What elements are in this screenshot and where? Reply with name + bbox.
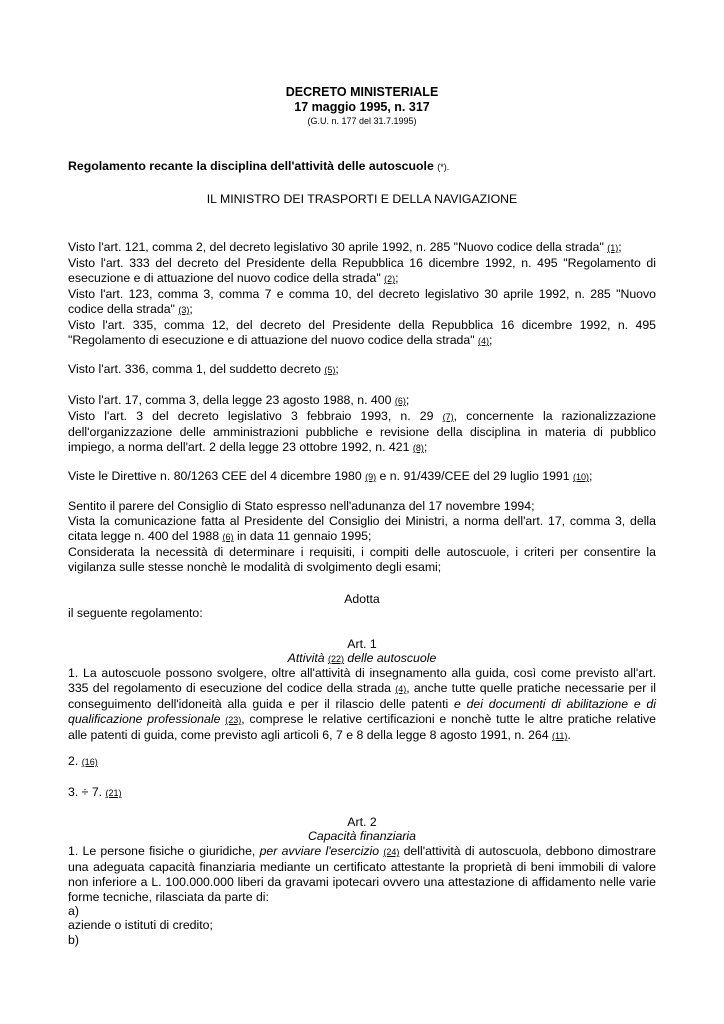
- footnote-link[interactable]: (8): [412, 443, 424, 453]
- list-item-b-marker: b): [68, 933, 79, 947]
- premise-item: Vista la comunicazione fatta al Presidente del Consiglio dei Ministri, a norma dell'art. 17, comma 3, della citata legge n. 400 del 1988 (6) in data 11 gennaio 1995;: [68, 514, 656, 543]
- article-2-title: Capacità finanziaria: [307, 829, 416, 843]
- subject-note: (*).: [437, 162, 450, 172]
- article-1-title: Attività (22) delle autoscuole: [287, 651, 437, 665]
- premise-item: Visto l'art. 336, comma 1, del suddetto decreto (5);: [68, 362, 339, 376]
- premise-item: Visto l'art. 123, comma 3, comma 7 e comma 10, del decreto legislativo 30 aprile 1992, n. 285 "Nuovo codice della strada" (3);: [68, 287, 656, 316]
- list-item-a-text: aziende o istituti di credito;: [68, 918, 213, 932]
- footnote-link[interactable]: (1): [607, 243, 619, 253]
- footnote-link[interactable]: (2): [384, 274, 396, 284]
- article-1-paragraph-2: 2. (16): [68, 754, 98, 768]
- footnote-link[interactable]: (24): [383, 847, 400, 857]
- adopts-heading: Adotta: [344, 592, 380, 606]
- gazette-reference: (G.U. n. 177 del 31.7.1995): [307, 116, 417, 126]
- premise-item: Visto l'art. 333 del decreto del Presidente della Repubblica 16 dicembre 1992, n. 495 "Regolamento di esecuzione e di attuazione del nuovo codice della strada" (2);: [68, 256, 656, 285]
- premises-group-1: [68, 240, 656, 349]
- premise-item: Visto l'art. 121, comma 2, del decreto legislativo 30 aprile 1992, n. 285 "Nuovo codice della strada" (1);: [68, 240, 622, 254]
- premises-group-3: [68, 499, 656, 575]
- article-2-number: Art. 2: [347, 815, 377, 829]
- footnote-link[interactable]: (11): [552, 731, 568, 741]
- article-1-paragraph-1: 1. La autoscuole possono svolgere, oltre all'attività di insegnamento alla guida, così come previsto all'art. 335 del regolamento di esecuzione del codice della strada (4), anche tutte quelle pratiche necessarie per il conseguimento dell'idoneità alla guida e per il rilascio delle patenti e dei documenti di abilitazione e di qualificazione professionale (23), comprese le relative certificazioni e nonchè tutte le altre pratiche relative alle patenti di guida, come previsto agli articoli 6, 7 e 8 della legge 8 agosto 1991, n. 264 (11).: [68, 666, 656, 742]
- footnote-link[interactable]: (4): [395, 684, 407, 694]
- subject-line: [68, 159, 656, 175]
- footnote-link[interactable]: (4): [478, 336, 490, 346]
- premises-group-2: [68, 393, 656, 456]
- article-1-paragraph-3-7: 3. ÷ 7. (21): [68, 785, 122, 799]
- decree-title: DECRETO MINISTERIALE: [285, 85, 439, 99]
- footnote-link[interactable]: (3): [178, 305, 190, 315]
- footnote-link[interactable]: (5): [324, 365, 336, 375]
- premise-item: Considerata la necessità di determinare i requisiti, i compiti delle autoscuole, i criteri per consentire la vigilanza sulle stesse nonchè le modalità di svolgimento degli esami;: [68, 545, 656, 574]
- article-1-number: Art. 1: [347, 637, 377, 651]
- minister-heading: IL MINISTRO DEI TRASPORTI E DELLA NAVIGAZIONE: [206, 192, 518, 206]
- premise-item: Viste le Direttive n. 80/1263 CEE del 4 dicembre 1980 (9) e n. 91/439/CEE del 29 luglio 1991 (10);: [68, 469, 593, 483]
- article-2-paragraph-1: 1. Le persone fisiche o giuridiche, per avviare l'esercizio (24) dell'attività di autoscuola, debbono dimostrare una adeguata capacità finanziaria mediante un certificato attestante la proprietà di beni immobili di valore non inferiore a L. 100.000.000 liberi da gravami ipotecari ovvero una attestazione di affidamento nelle varie forme tecniche, rilasciata da parte di:: [68, 844, 657, 904]
- footnote-link[interactable]: (16): [81, 757, 98, 767]
- regulation-intro: il seguente regolamento:: [68, 606, 203, 620]
- premise-item: Sentito il parere del Consiglio di Stato espresso nell'adunanza del 17 novembre 1994;: [68, 499, 535, 513]
- premise-item: Visto l'art. 3 del decreto legislativo 3 febbraio 1993, n. 29 (7), concernente la razionalizzazione dell'organizzazione delle amministrazioni pubbliche e revisione della disciplina in materia di pubblico impiego, a norma dell'art. 2 della legge 23 ottobre 1992, n. 421 (8);: [68, 409, 657, 454]
- footnote-link[interactable]: (21): [105, 788, 122, 798]
- footnote-link[interactable]: (22): [328, 654, 345, 664]
- premise-item: Visto l'art. 335, comma 12, del decreto del Presidente della Repubblica 16 dicembre 1992, n. 495 "Regolamento di esecuzione e di attuazione del nuovo codice della strada" (4);: [68, 318, 656, 347]
- footnote-link[interactable]: (7): [442, 412, 454, 422]
- footnote-link[interactable]: (6): [394, 396, 406, 406]
- list-item-a-marker: a): [68, 904, 79, 918]
- premise-item: Visto l'art. 17, comma 3, della legge 23 agosto 1988, n. 400 (6);: [68, 393, 410, 407]
- footnote-link[interactable]: (6): [222, 532, 234, 542]
- footnote-link[interactable]: (9): [365, 472, 377, 482]
- decree-date: 17 maggio 1995, n. 317: [294, 100, 430, 114]
- footnote-link[interactable]: (23): [225, 715, 242, 725]
- footnote-link[interactable]: (10): [573, 472, 590, 482]
- subject-text: Regolamento recante la disciplina dell'attività delle autoscuole: [68, 159, 434, 173]
